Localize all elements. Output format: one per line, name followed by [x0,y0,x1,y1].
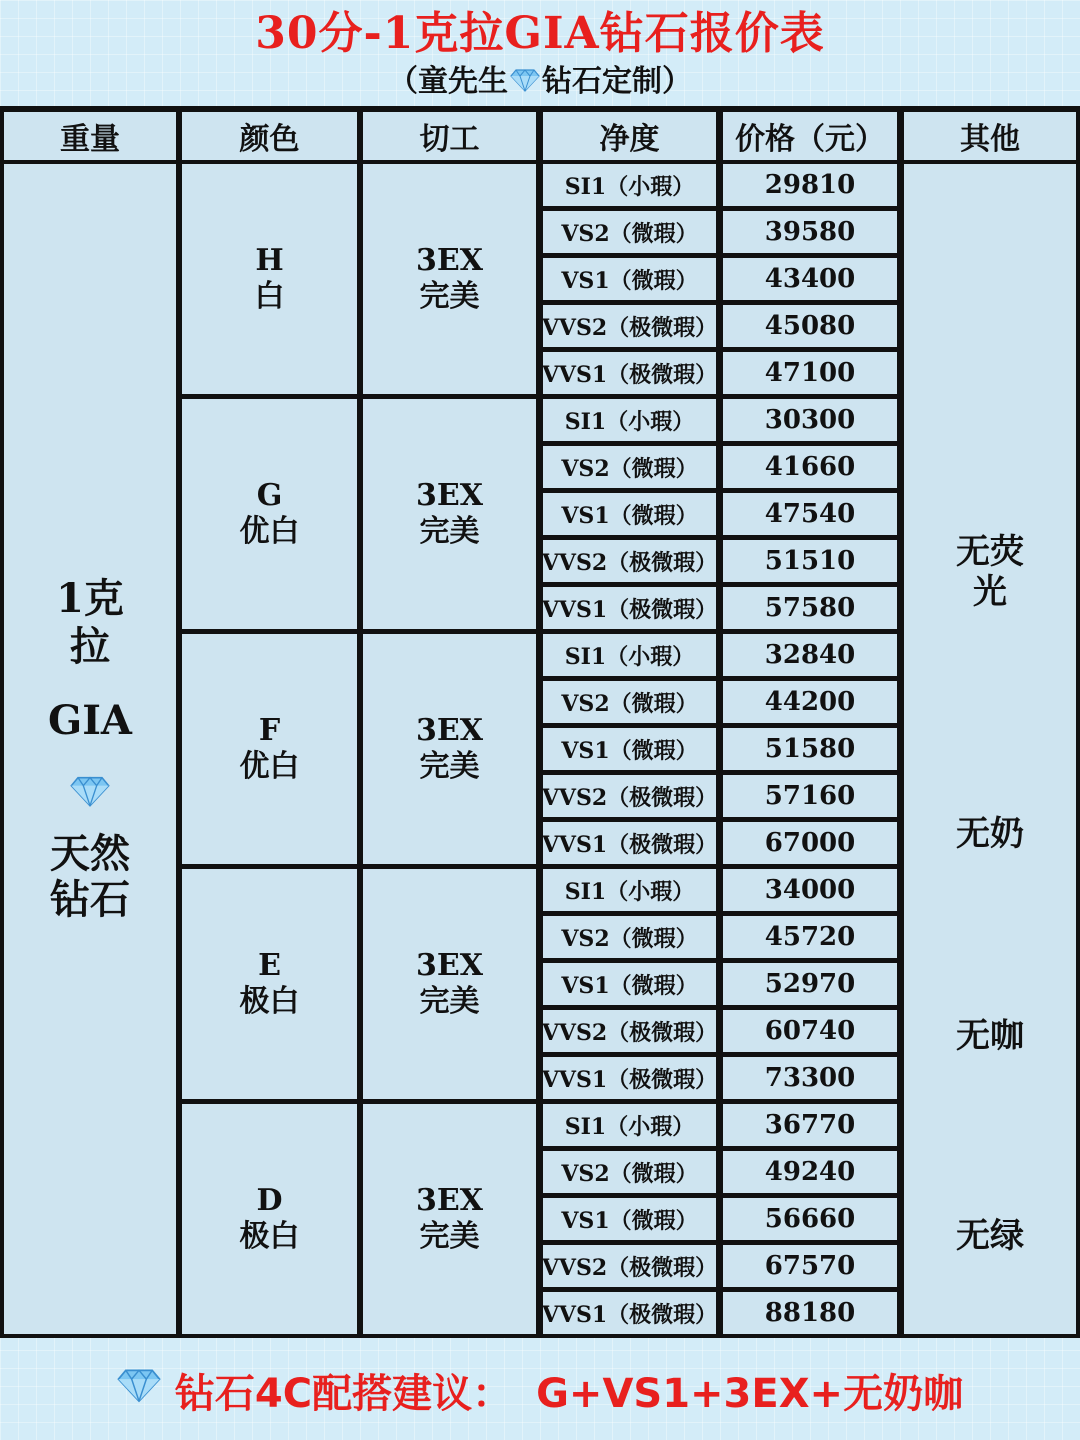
cut-cell [363,634,536,864]
clarity-cell: VVS2（极微瑕） [543,775,716,817]
header-price: 价格（元） [723,112,897,160]
clarity-cell: VS1（微瑕） [543,728,716,770]
clarity-cell: VS2（微瑕） [543,1151,716,1193]
weight-line3: GIA [48,697,132,744]
clarity-cell: VS1（微瑕） [543,963,716,1005]
clarity-cell: VVS2（极微瑕） [543,540,716,582]
color-cell [182,399,357,629]
clarity-cell: SI1（小瑕） [543,164,716,206]
clarity-cell: VVS1（极微瑕） [543,822,716,864]
price-cell: 56660 [723,1198,897,1240]
color-name: 极白 [239,1219,300,1254]
color-grade: F [258,713,281,748]
clarity-cell: VS1（微瑕） [543,493,716,535]
clarity-cell: SI1（小瑕） [543,399,716,441]
other-note-green: 无绿 [956,1216,1024,1256]
price-cell: 29810 [723,164,897,206]
clarity-cell: SI1（小瑕） [543,1104,716,1146]
diamond-icon [510,61,540,105]
color-cell [182,1104,357,1334]
other-note1-line1: 无荧 [956,532,1024,572]
clarity-cell: SI1（小瑕） [543,869,716,911]
footer-value: G+VS1+3EX+无奶咖 [536,1370,964,1417]
color-name: 优白 [239,749,300,784]
color-name: 优白 [239,514,300,549]
clarity-cell: SI1（小瑕） [543,634,716,676]
weight-line2: 拉 [70,623,110,670]
other-note-milky: 无奶 [956,814,1024,854]
clarity-cell: VS2（微瑕） [543,916,716,958]
subtitle-close: 钻石定制） [542,64,692,99]
weight-line1: 1克 [56,575,124,622]
color-grade: H [255,243,284,278]
price-cell: 67570 [723,1245,897,1287]
cut-cell [363,869,536,1099]
price-cell: 39580 [723,211,897,253]
header-cut: 切工 [363,112,536,160]
price-cell: 51580 [723,728,897,770]
price-cell: 44200 [723,681,897,723]
weight-line4: 天然 [50,830,130,877]
price-cell: 36770 [723,1104,897,1146]
page-title: 30分-1克拉GIA钻石报价表 [255,8,825,59]
color-name: 白 [254,279,285,314]
color-name: 极白 [239,984,300,1019]
other-note-fluorescence [904,532,1076,612]
color-grade: G [256,478,283,513]
color-cell [182,869,357,1099]
price-cell: 52970 [723,963,897,1005]
clarity-cell: VVS1（极微瑕） [543,1057,716,1099]
price-cell: 67000 [723,822,897,864]
price-cell: 88180 [723,1292,897,1334]
diamond-icon [70,775,110,811]
price-cell: 34000 [723,869,897,911]
cut-cell [363,164,536,394]
weight-cell [4,164,176,1334]
cut-name: 完美 [419,279,480,314]
cut-grade: 3EX [415,478,484,513]
price-cell: 60740 [723,1010,897,1052]
clarity-cell: VVS1（极微瑕） [543,352,716,394]
clarity-cell: VS2（微瑕） [543,681,716,723]
other-note1-line2: 光 [973,572,1007,612]
price-cell: 41660 [723,446,897,488]
clarity-cell: VVS1（极微瑕） [543,1292,716,1334]
price-cell: 49240 [723,1151,897,1193]
cut-cell [363,1104,536,1334]
price-cell: 32840 [723,634,897,676]
price-cell: 43400 [723,258,897,300]
diamond-icon [117,1367,161,1413]
clarity-cell: VS1（微瑕） [543,1198,716,1240]
clarity-cell: VS2（微瑕） [543,446,716,488]
header-clarity: 净度 [543,112,716,160]
price-cell: 47540 [723,493,897,535]
cut-name: 完美 [419,749,480,784]
price-cell: 73300 [723,1057,897,1099]
other-cell [904,164,1076,1334]
footer-label: 钻石4C配搭建议： [174,1370,513,1417]
cut-cell [363,399,536,629]
header-color: 颜色 [182,112,357,160]
header-other: 其他 [904,112,1076,160]
cut-grade: 3EX [415,713,484,748]
clarity-cell: VS2（微瑕） [543,211,716,253]
price-cell: 45720 [723,916,897,958]
cut-name: 完美 [419,1219,480,1254]
weight-line5: 钻石 [50,876,130,923]
cut-name: 完美 [419,984,480,1019]
price-cell: 45080 [723,305,897,347]
clarity-cell: VVS1（极微瑕） [543,587,716,629]
price-cell: 57160 [723,775,897,817]
price-cell: 57580 [723,587,897,629]
footer-recommendation [0,1358,1080,1422]
clarity-cell: VVS2（极微瑕） [543,1010,716,1052]
cut-name: 完美 [419,514,480,549]
price-cell: 30300 [723,399,897,441]
price-cell: 51510 [723,540,897,582]
color-grade: D [256,1183,283,1218]
page-subtitle [0,60,1080,105]
color-cell [182,634,357,864]
cut-grade: 3EX [415,1183,484,1218]
cut-grade: 3EX [415,243,484,278]
other-note-brown: 无咖 [956,1016,1024,1056]
color-cell [182,164,357,394]
header-weight: 重量 [4,112,176,160]
price-table [0,106,1080,1338]
subtitle-open: （童先生 [388,64,508,99]
clarity-cell: VVS2（极微瑕） [543,1245,716,1287]
clarity-cell: VS1（微瑕） [543,258,716,300]
clarity-cell: VVS2（极微瑕） [543,305,716,347]
cut-grade: 3EX [415,948,484,983]
color-grade: E [258,948,281,983]
price-cell: 47100 [723,352,897,394]
